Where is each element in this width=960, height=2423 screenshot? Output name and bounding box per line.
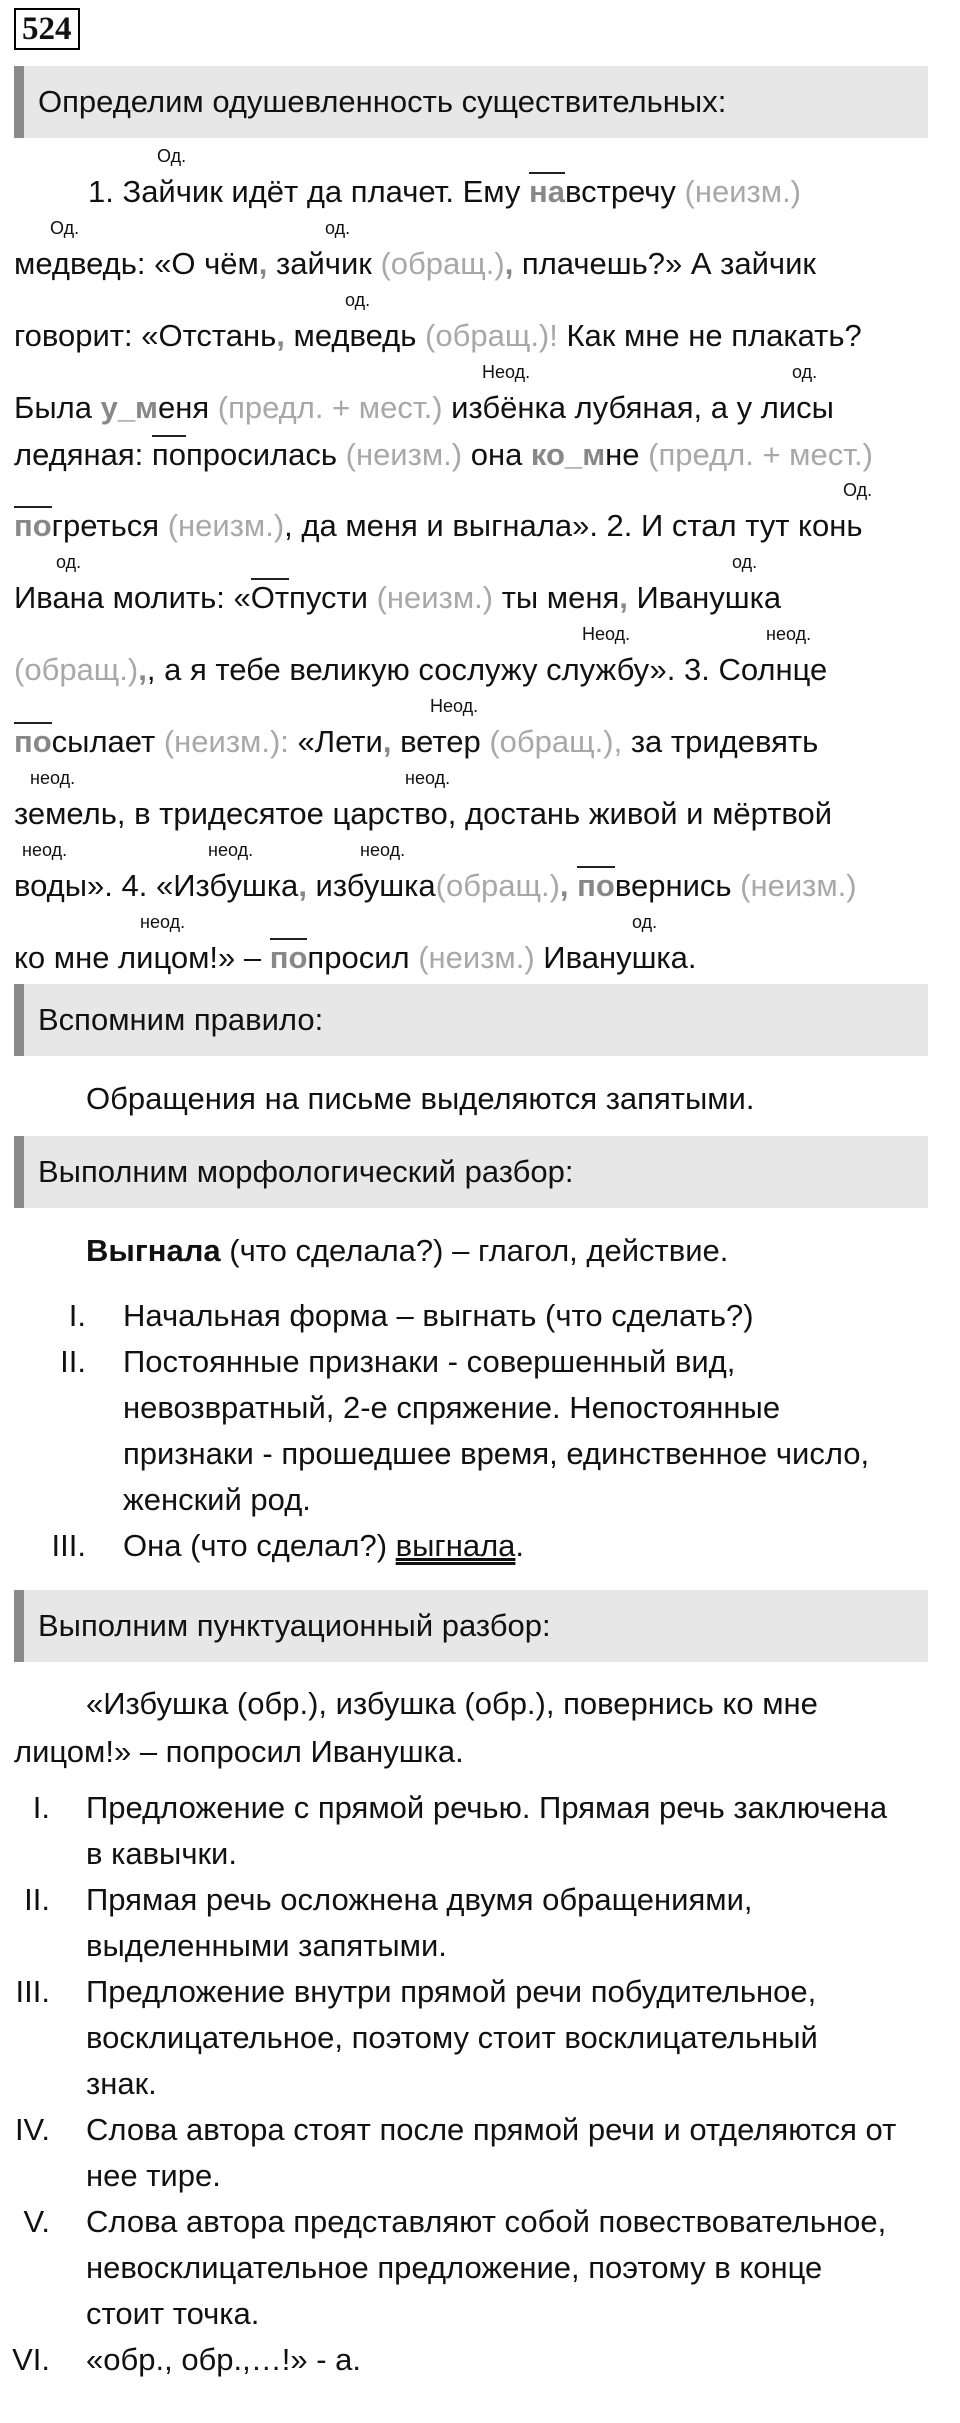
list-item-line: Слова автора стоят после прямой речи и отделяются от	[86, 2112, 897, 2147]
punct-sentence-2: лицом!» – попросил Иванушка.	[14, 1734, 464, 1769]
list-item-line: Она (что сделал?) выгнала.	[123, 1528, 525, 1563]
list-item-line: невосклицательное предложение, поэтому в конце	[86, 2250, 823, 2285]
anno-od: од.	[345, 290, 371, 310]
list-roman: II.	[60, 1344, 86, 1379]
header-rule: Вспомним правило:	[14, 984, 928, 1056]
anno-neod: неод.	[30, 768, 76, 788]
text-line-9: посылает (неизм.): «Лети, ветер (обращ.), за тридевять	[14, 724, 819, 759]
list-roman: VI.	[12, 2342, 50, 2377]
punct-sentence-1: «Избушка (обр.), избушка (обр.), повернись ко мне	[86, 1686, 818, 1721]
list-item-line: Постоянные признаки - совершенный вид,	[123, 1344, 736, 1379]
text-line-8: (обращ.),, а я тебе великую сослужу службу». 3. Солнце	[14, 652, 828, 687]
text-line-1: 1. Зайчик идёт да плачет. Ему навстречу (неизм.)	[88, 174, 802, 209]
anno-od: од.	[632, 912, 658, 932]
header-animacy: Определим одушевленность существительных:	[14, 66, 928, 138]
list-item-line: Предложение внутри прямой речи побудительное,	[86, 1974, 817, 2009]
list-roman: III.	[51, 1528, 86, 1563]
list-roman: I.	[32, 1790, 50, 1825]
list-item-line: Прямая речь осложнена двумя обращениями,	[86, 1882, 753, 1917]
list-item-line: «обр., обр.,…!» - а.	[86, 2342, 362, 2377]
text-line-3: говорит: «Отстань, медведь (обращ.)! Как мне не плакать?	[14, 318, 862, 353]
list-item-line: стоит точка.	[86, 2296, 260, 2331]
anno-neod: неод.	[22, 840, 68, 860]
list-roman: III.	[15, 1974, 50, 2009]
anno-neod: неод.	[360, 840, 406, 860]
header-morph: Выполним морфологический разбор:	[14, 1136, 928, 1208]
list-item-line: Начальная форма – выгнать (что сделать?)	[123, 1298, 754, 1333]
text-line-12: ко мне лицом!» – попросил (неизм.) Иванушка.	[14, 940, 697, 975]
list-item-line: нее тире.	[86, 2158, 221, 2193]
underlined-predicate: выгнала	[395, 1528, 516, 1563]
text-line-2: медведь: «О чём, зайчик (обращ.), плачешь?» А зайчик	[14, 246, 816, 281]
anno-neod: неод.	[208, 840, 254, 860]
list-item-line: Слова автора представляют собой повествовательное,	[86, 2204, 887, 2239]
anno-od: од.	[325, 218, 351, 238]
text-line-4: Была у_меня (предл. + мест.) избёнка лубяная, а у лисы	[14, 390, 834, 425]
list-item-line: признаки - прошедшее время, единственное число,	[123, 1436, 870, 1471]
anno-od: Од.	[157, 146, 187, 166]
text-line-10: земель, в тридесятое царство, достань живой и мёртвой	[14, 796, 833, 831]
list-item-line: невозвратный, 2-е спряжение. Непостоянные	[123, 1390, 781, 1425]
anno-neod: неод.	[766, 624, 812, 644]
text-line-5: ледяная: попросилась (неизм.) она ко_мне (предл. + мест.)	[14, 437, 873, 472]
anno-od: од.	[792, 362, 818, 382]
list-item-line: знак.	[86, 2066, 157, 2101]
list-item-line: Предложение с прямой речью. Прямая речь заключена	[86, 1790, 888, 1825]
anno-neod: неод.	[140, 912, 186, 932]
anno-od: Од.	[50, 218, 80, 238]
list-item-line: восклицательное, поэтому стоит восклицательный	[86, 2020, 818, 2055]
text-line-7: Ивана молить: «Отпусти (неизм.) ты меня, Иванушка	[14, 580, 782, 615]
exercise-number: 524	[14, 8, 80, 50]
list-item-line: женский род.	[123, 1482, 311, 1517]
text-line-6: погреться (неизм.), да меня и выгнала». 2. И стал тут конь	[14, 508, 863, 543]
anno-neod: Неод.	[482, 362, 531, 382]
anno-od: Од.	[843, 480, 873, 500]
anno-neod: неод.	[405, 768, 451, 788]
list-roman: V.	[23, 2204, 50, 2239]
anno-neod: Неод.	[430, 696, 479, 716]
list-roman: I.	[68, 1298, 86, 1333]
text-line-11: воды». 4. «Избушка, избушка(обращ.), повернись (неизм.)	[14, 868, 857, 903]
list-roman: II.	[24, 1882, 50, 1917]
list-roman: IV.	[14, 2112, 50, 2147]
list-item-line: в кавычки.	[86, 1836, 237, 1871]
rule-text: Обращения на письме выделяются запятыми.	[86, 1081, 755, 1116]
anno-od: од.	[732, 552, 758, 572]
header-punct: Выполним пунктуационный разбор:	[14, 1590, 928, 1662]
anno-neod: Неод.	[582, 624, 631, 644]
list-item-line: выделенными запятыми.	[86, 1928, 447, 1963]
morph-intro: Выгнала (что сделала?) – глагол, действие.	[86, 1233, 729, 1268]
anno-od: од.	[56, 552, 82, 572]
